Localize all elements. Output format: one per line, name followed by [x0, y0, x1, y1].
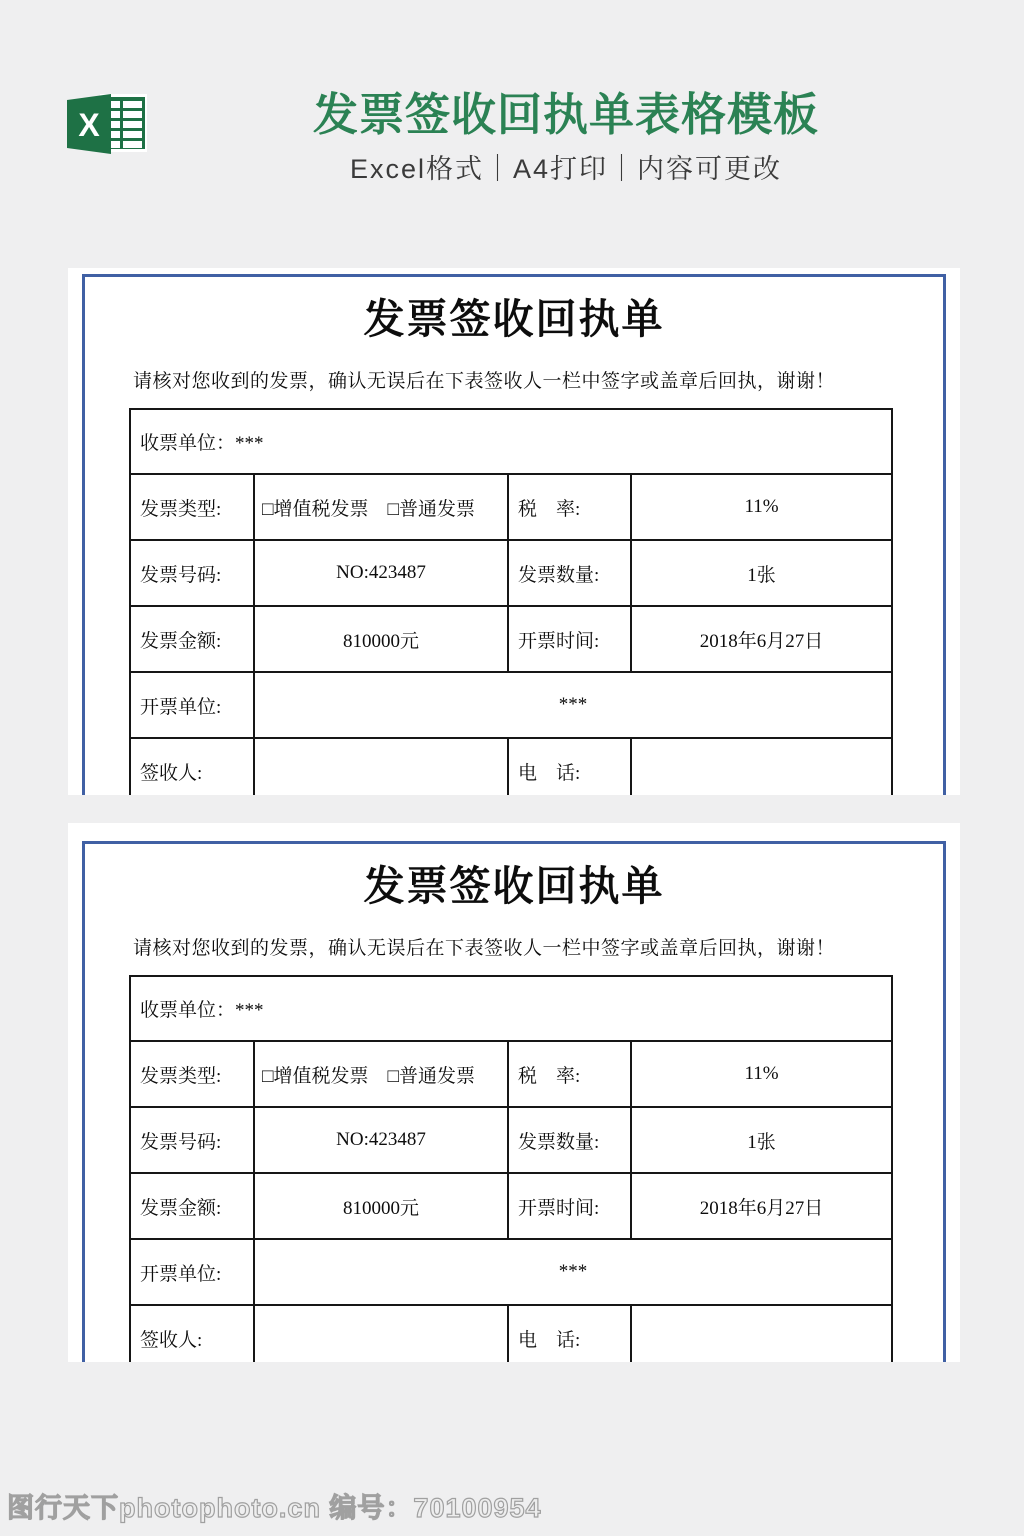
issuer-unit-label: 开票单位:	[130, 1239, 254, 1305]
table-row	[130, 672, 892, 738]
document-intro: 请核对您收到的发票，确认无误后在下表签收人一栏中签字或盖章后回执，谢谢！	[133, 938, 836, 959]
invoice-number-value: NO:423487	[254, 1107, 508, 1173]
page-subtitle: Excel格式｜A4打印｜内容可更改	[349, 154, 783, 184]
issue-date-label: 开票时间:	[508, 606, 631, 672]
issuer-unit-value: ***	[254, 672, 892, 738]
template-preview-card-2	[68, 823, 960, 1362]
invoice-type-label: 发票类型:	[130, 474, 254, 540]
issuer-unit-label: 开票单位:	[130, 672, 254, 738]
tax-rate-value: 11%	[631, 474, 892, 540]
invoice-number-label: 发票号码:	[130, 540, 254, 606]
page-title: 发票签收回执单表格模板	[312, 89, 819, 140]
table-row	[130, 1239, 892, 1305]
invoice-amount-value: 810000元	[254, 606, 508, 672]
signer-label: 签收人:	[130, 738, 254, 795]
document-title: 发票签收回执单	[363, 296, 665, 342]
invoice-amount-value: 810000元	[254, 1173, 508, 1239]
invoice-count-value: 1张	[631, 1107, 892, 1173]
table-row	[130, 1173, 892, 1239]
recipient-unit-cell: 收票单位：***	[130, 409, 892, 474]
invoice-type-checkboxes: □增值税发票 □普通发票	[254, 1041, 508, 1107]
invoice-type-checkboxes: □增值税发票 □普通发票	[254, 474, 508, 540]
invoice-amount-label: 发票金额:	[130, 606, 254, 672]
invoice-count-label: 发票数量:	[508, 540, 631, 606]
invoice-number-label: 发票号码:	[130, 1107, 254, 1173]
invoice-type-label: 发票类型:	[130, 1041, 254, 1107]
table-row	[130, 606, 892, 672]
issue-date-label: 开票时间:	[508, 1173, 631, 1239]
invoice-count-label: 发票数量:	[508, 1107, 631, 1173]
table-row	[130, 474, 892, 540]
tax-rate-label: 税 率:	[508, 474, 631, 540]
site-watermark: 图行天下photophoto.cn 编号：70100954	[7, 1493, 542, 1523]
phone-label: 电 话:	[508, 738, 631, 795]
table-row	[130, 409, 892, 474]
tax-rate-value: 11%	[631, 1041, 892, 1107]
table-row	[130, 976, 892, 1041]
signer-label: 签收人:	[130, 1305, 254, 1362]
signer-value	[254, 738, 508, 795]
recipient-unit-cell: 收票单位：***	[130, 976, 892, 1041]
invoice-amount-label: 发票金额:	[130, 1173, 254, 1239]
table-row	[130, 1041, 892, 1107]
table-row	[130, 1305, 892, 1362]
invoice-number-value: NO:423487	[254, 540, 508, 606]
document-page	[82, 841, 946, 1362]
issue-date-value: 2018年6月27日	[631, 1173, 892, 1239]
document-intro: 请核对您收到的发票，确认无误后在下表签收人一栏中签字或盖章后回执，谢谢！	[133, 371, 836, 392]
phone-label: 电 话:	[508, 1305, 631, 1362]
table-row	[130, 1107, 892, 1173]
excel-icon-letter: X	[78, 107, 100, 143]
tax-rate-label: 税 率:	[508, 1041, 631, 1107]
table-row	[130, 738, 892, 795]
phone-value	[631, 738, 892, 795]
document-title: 发票签收回执单	[363, 863, 665, 909]
signer-value	[254, 1305, 508, 1362]
document-page	[82, 274, 946, 795]
invoice-receipt-table	[129, 975, 893, 1362]
issuer-unit-value: ***	[254, 1239, 892, 1305]
table-row	[130, 540, 892, 606]
invoice-count-value: 1张	[631, 540, 892, 606]
phone-value	[631, 1305, 892, 1362]
template-preview-card-1	[68, 268, 960, 795]
issue-date-value: 2018年6月27日	[631, 606, 892, 672]
invoice-receipt-table	[129, 408, 893, 795]
